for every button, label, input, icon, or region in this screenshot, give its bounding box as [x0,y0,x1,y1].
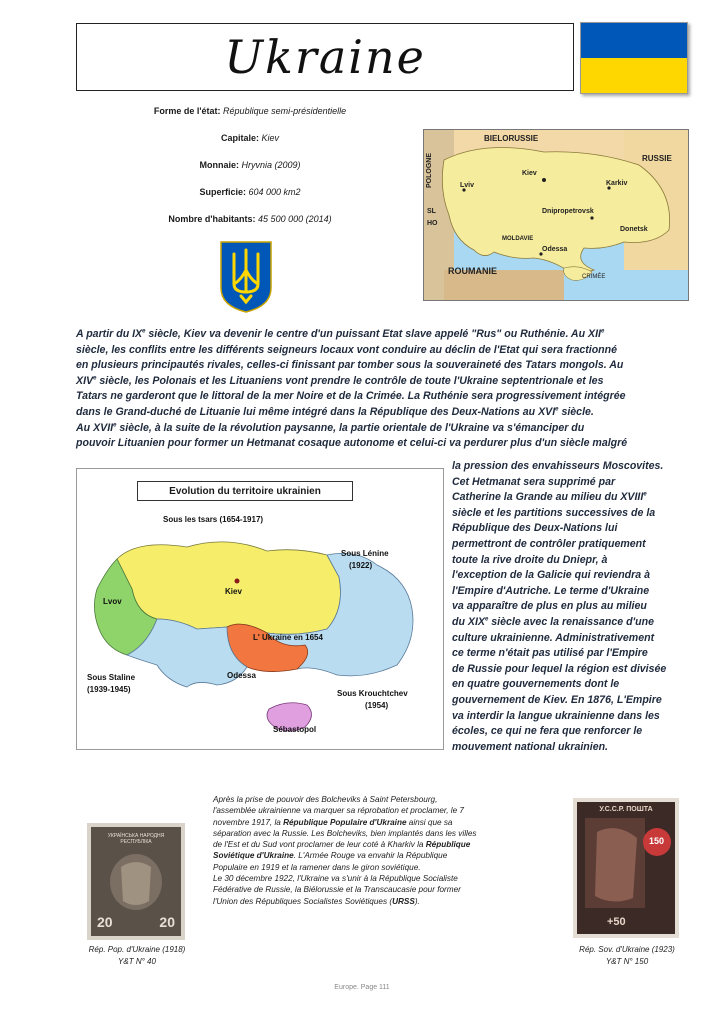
stamp2-caption: Rép. Sov. d'Ukraine (1923) Y&T N° 150 [579,945,675,966]
label-kiev: Kiev [225,587,242,596]
label-lenine: Sous Lénine [341,549,389,558]
history-paragraph-right: la pression des envahisseurs Moscovites. Cet Hetmanat sera supprimé par Catherine la Grande au milieu du XVIIIe siècle et les partitions successives de la République des Deux-Nations lui permettront de contrôler pratiquement toute la rive droite du Dniepr, à l'exception de la Galicie qui reviendra à l'Empire d'Autriche. Le terme d'Ukraine va apparaître de plus en plus au milieu du XIXe siècle avec la renaissance d'une culture ukrainienne. Administrativement ce terme n'était pas utilisé par l'Empire de Russie pour lequel la région est divisée en quatre gouvernements dont le gouvernement de Kiev. En 1876, L'Empire va interdir la langue ukrainienne dans les écoles, ce qui ne fera que renforcer le mouvement national ukrainien. [452,460,667,753]
history-paragraph-top: A partir du IXe siècle, Kiev va devenir le centre d'un puissant Etat slave appelé "Rus" ou Ruthénie. Au XIIe siècle, les conflits entre les différents seigneurs locaux vont conduire au déclin de l'Etat qui sera fractionné en plusieurs principautés rivales, celles-ci finissant par tomber sous la souveraineté des Tatars mongols. Au XIVe siècle, les Polonais et les Lituaniens vont prendre le contrôle de toute l'Ukraine septentrionale et les Tatars ne garderont que le littoral de la mer Noire et de la Crimée. La Ruthénie sera progressivement intégrée dans le Grand-duché de Lituanie lui même intégré dans la République des Deux-Nations au XVIe siècle. Au XVIIe siècle, à la suite de la révolution paysanne, la partie orientale de l'Ukraine va s'émanciper du pouvoir Lituanien pour former un Hetmanat cosaque autonome et celui-ci va perdurer plus d'un siècle malgré [76,328,628,450]
stamp1-caption: Rép. Pop. d'Ukraine (1918) Y&T N° 40 [88,945,186,966]
map-label-karkiv: Karkiv [606,180,628,187]
stamp-1918-icon [87,823,185,940]
map-label-russia: RUSSIE [642,154,672,163]
label-odessa: Odessa [227,671,256,680]
map-label-ho: HO [427,220,438,227]
fact-capital: Capitale: Kiev [220,133,280,143]
label-lvov: Lvov [103,597,122,606]
map-label-belarus: BIELORUSSIE [484,134,539,143]
flag-blue-band [581,23,687,58]
label-sebastopol: Sébastopol [273,725,317,734]
label-tsars: Sous les tsars (1654-1917) [163,515,264,524]
history-paragraph-bottom: Après la prise de pouvoir des Bolcheviks à Saint Petersbourg, l'assemblée ukrainienne va marquer sa réprobation et proclamer, le 7 novembre 1917, la République Populaire d'Ukraine ainsi que sa séparation avec la Russie. Les Bolcheviks, bien implantés dans les villes de l'Est et du Sud vont proclamer de leur coté à Kharkiv la République Soviétique d'Ukraine. L'Armée Rouge va envahir la République Populaire en 1919 et la ramener dans le giron soviétique. Le 30 décembre 1922, l'Ukraine va s'unir à la République Socialiste Fédérative de Russie, la Biélorussie et la Transcaucasie pour former l'Union des Républiques Socialistes Soviétiques (URSS). [213,795,477,906]
page-footer: Europe. Page 111 [334,984,390,991]
territory-evolution-map [76,468,444,750]
page-title: Ukraine [224,30,426,84]
map-label-sl: SL [427,208,436,215]
stamp1-value-right: 20 [159,914,175,930]
page-title-box [76,23,574,91]
stamp2-top-text: У.С.С.Р. ПОШТА [599,806,653,813]
stamp2-art [577,802,675,934]
map-label-donetsk: Donetsk [620,226,648,233]
country-facts [130,106,370,241]
evolution-map-shapes [77,469,445,751]
map-label-dnipro: Dnipropetrovsk [542,208,594,215]
map-label-lviv: Lviv [460,182,475,189]
stamp1-top-text: УКРАЇНСЬКА НАРОДНЯ РЕСПУБЛІКА [107,833,165,845]
ukraine-flag-icon [580,22,688,94]
stamp2-bottom-value: +50 [607,916,626,928]
map-label-kiev: Kiev [522,170,537,177]
map-label-romania: ROUMANIE [448,266,497,276]
label-staline-years: (1939-1945) [87,685,131,694]
label-lenine-year: (1922) [349,561,373,570]
label-ukraine-1654: L' Ukraine en 1654 [253,633,323,642]
fact-currency: Monnaie: Hryvnia (2009) [199,160,301,170]
ukraine-location-map [423,129,689,301]
map-label-odessa: Odessa [542,246,568,253]
kiev-dot [235,579,240,584]
label-krouchtchev-year: (1954) [365,701,389,710]
label-krouchtchev: Sous Krouchtchev [337,689,408,698]
map-label-poland: POLOGNE [426,152,433,188]
label-staline: Sous Staline [87,673,136,682]
evolution-map-title: Evolution du territoire ukrainien [137,481,353,501]
stamp2-value: 150 [649,836,665,846]
stamp1-value-left: 20 [97,914,113,930]
fact-government: Forme de l'état: République semi-présidentielle [153,106,347,116]
fact-population: Nombre d'habitants: 45 500 000 (2014) [168,214,332,224]
map-label-moldavia: MOLDAVIE [502,236,534,242]
tryzub-coat-of-arms-icon [219,240,273,314]
flag-yellow-band [581,58,687,93]
stamp-1923-icon [573,798,679,938]
map-label-crimea: CRIMÉE [582,274,606,280]
fact-area: Superficie: 604 000 km2 [199,187,301,197]
